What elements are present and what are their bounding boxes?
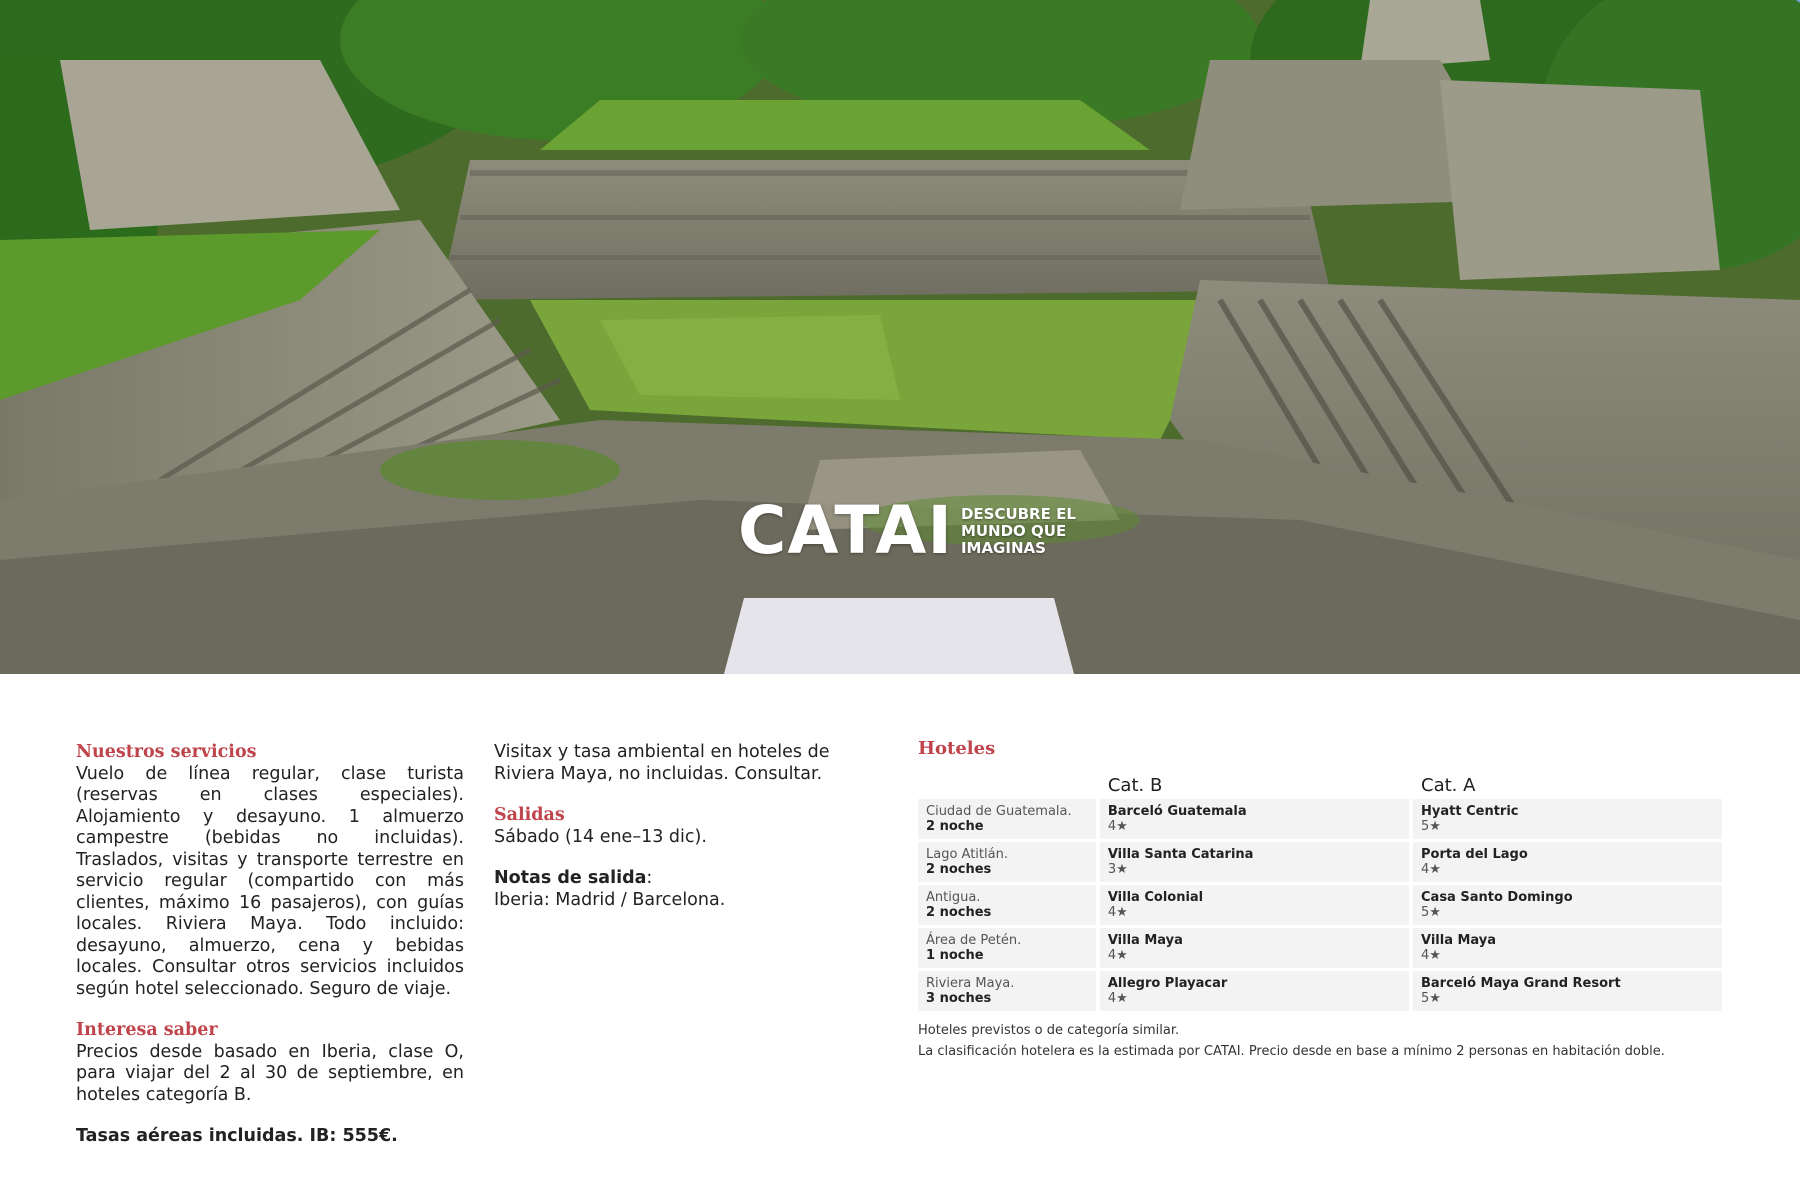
interesa-heading: Interesa saber: [76, 1020, 218, 1040]
hotel-name: Casa Santo Domingo: [1421, 890, 1573, 905]
table-row: [918, 971, 1722, 1011]
hotel-name: Villa Santa Catarina: [1107, 847, 1254, 862]
table-row: [918, 799, 1722, 839]
hotel-stars: 4★: [1107, 819, 1128, 834]
note-similar-category: Hoteles previstos o de categoría similar.: [918, 1023, 1180, 1038]
hotel-stars: 4★: [1107, 991, 1128, 1006]
cat-b-cell: [1100, 842, 1409, 882]
logo-wordmark: CATAI: [738, 492, 953, 569]
hotel-name: Allegro Playacar: [1107, 976, 1228, 991]
hotel-stars: 4★: [1107, 948, 1128, 963]
hotel-stars: 3★: [1107, 862, 1128, 877]
hotel-name: Barceló Guatemala: [1107, 804, 1247, 819]
city-cell: [918, 799, 1096, 839]
hotel-name: Barceló Maya Grand Resort: [1421, 976, 1621, 991]
interesa-text: Precios desde basado en Iberia, clase O, para viajar del 2 al 30 de septiembre, en hoteles categoría B.: [76, 1041, 464, 1105]
city-cell: [918, 842, 1096, 882]
city-cell: [918, 971, 1096, 1011]
tagline-line-1: DESCUBRE EL: [960, 504, 1076, 523]
city-cell: [918, 928, 1096, 968]
city-name: Riviera Maya.: [926, 976, 1015, 991]
catai-logo: [738, 492, 1076, 569]
hotel-stars: 5★: [1421, 905, 1441, 920]
cat-a-cell: [1413, 885, 1722, 925]
table-row: [918, 885, 1722, 925]
hotel-stars: 4★: [1421, 862, 1441, 877]
cat-b-cell: [1100, 799, 1409, 839]
hotel-stars: 4★: [1107, 905, 1128, 920]
table-row: [918, 928, 1722, 968]
hotel-name: Villa Maya: [1421, 933, 1497, 948]
city-name: Área de Petén.: [926, 933, 1022, 948]
logo-tagline: [961, 506, 1076, 557]
salidas-heading: Salidas: [494, 805, 565, 825]
city-name: Ciudad de Guatemala.: [926, 804, 1072, 819]
nights: 3 noches: [926, 991, 992, 1006]
hotel-stars: 4★: [1421, 948, 1441, 963]
nights: 2 noches: [926, 905, 992, 920]
departures-column: [494, 742, 890, 931]
cat-b-cell: [1100, 928, 1409, 968]
header-city: [918, 772, 1096, 796]
cat-b-cell: [1100, 971, 1409, 1011]
table-row: [918, 842, 1722, 882]
tasas-text: Tasas aéreas incluidas. IB: 555€.: [76, 1126, 398, 1146]
hotel-stars: 5★: [1421, 991, 1441, 1006]
header-cat-a: Cat. A: [1421, 774, 1476, 796]
note-classification: La clasificación hotelera es la estimada por CATAI. Precio desde en base a mínimo 2 personas en habitación doble.: [918, 1044, 1665, 1059]
hotels-section: [918, 738, 1726, 1062]
cat-b-cell: [1100, 885, 1409, 925]
header-cat-b: Cat. B: [1107, 774, 1163, 796]
table-header-row: [918, 772, 1722, 796]
notas-text: Iberia: Madrid / Barcelona.: [494, 889, 726, 910]
hotels-title: Hoteles: [918, 738, 996, 759]
salidas-text: Sábado (14 ene–13 dic).: [494, 826, 707, 847]
city-cell: [918, 885, 1096, 925]
hotel-name: Villa Colonial: [1107, 890, 1204, 905]
notas-colon: :: [646, 868, 653, 888]
services-heading: Nuestros servicios: [76, 742, 257, 762]
notas-heading-line: [494, 868, 890, 890]
visitax-text: Visitax y tasa ambiental en hoteles de Riviera Maya, no incluidas. Consultar.: [494, 742, 830, 784]
hotel-name: Hyatt Centric: [1421, 804, 1519, 819]
hotel-stars: 5★: [1421, 819, 1441, 834]
hotel-name: Villa Maya: [1107, 933, 1183, 948]
cat-a-cell: [1413, 842, 1722, 882]
cat-a-cell: [1413, 799, 1722, 839]
hotels-table: [914, 769, 1726, 1014]
hotel-name: Porta del Lago: [1421, 847, 1528, 862]
cat-a-cell: [1413, 971, 1722, 1011]
nights: 1 noche: [926, 948, 984, 963]
city-name: Antigua.: [926, 890, 981, 905]
cat-a-cell: [1413, 928, 1722, 968]
services-column: [76, 742, 464, 1168]
tagline-line-2: MUNDO QUE: [960, 521, 1067, 540]
nights: 2 noches: [926, 862, 992, 877]
tagline-line-3: IMAGINAS: [960, 538, 1046, 557]
nights: 2 noche: [926, 819, 984, 834]
notas-heading: Notas de salida: [494, 868, 647, 888]
hotel-notes: [918, 1020, 1726, 1062]
services-text: Vuelo de línea regular, clase turista (reservas en clases especiales). Alojamiento y desayuno. 1 almuerzo campestre (bebidas no incluidas). Traslados, visitas y transporte terrestre en servicio regular (compartido con más clientes, máximo 16 pasajeros), con guías locales. Riviera Maya. Todo incluido: desayuno, almuerzo, cena y bebidas locales. Consultar otros servicios incluidos según hotel seleccionado. Seguro de viaje.: [76, 763, 464, 999]
city-name: Lago Atitlán.: [926, 847, 1008, 862]
